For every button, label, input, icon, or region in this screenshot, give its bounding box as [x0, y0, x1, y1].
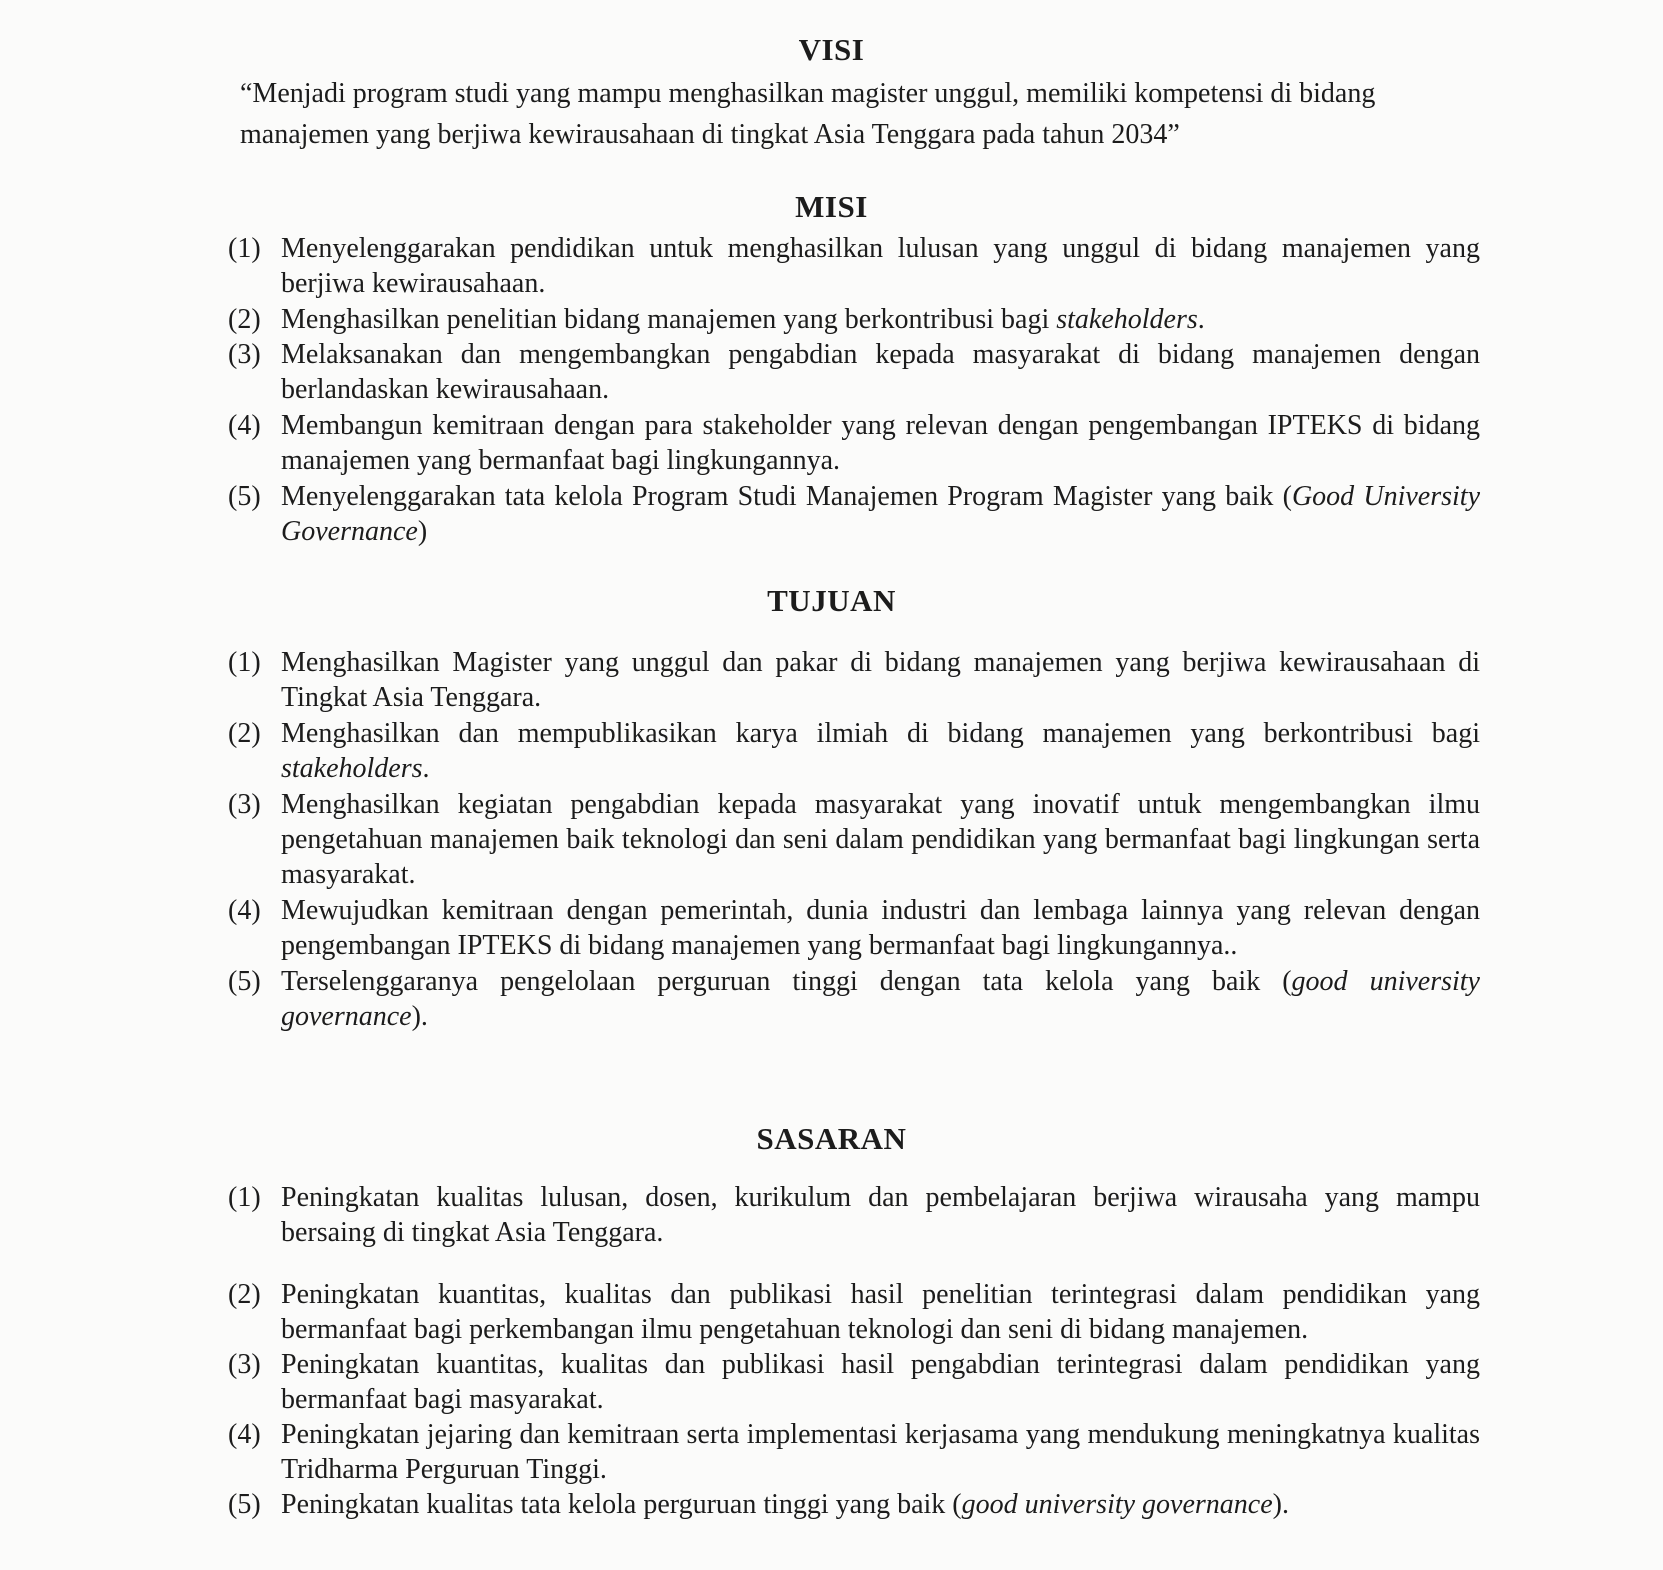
- list-number: (3): [228, 789, 261, 820]
- tujuan-item-4: [228, 893, 1480, 963]
- sasaran-item-3: [228, 1347, 1480, 1417]
- misi-item-text: Menyelenggarakan tata kelola Program Studi Manajemen Program Magister yang baik (: [281, 481, 1292, 512]
- misi-item-italic: Good University Governance: [281, 481, 1480, 547]
- sasaran-item-text: Peningkatan kuantitas, kualitas dan publikasi hasil pengabdian terintegrasi dalam pendidikan yang bermanfaat bagi masyarakat.: [281, 1349, 1480, 1415]
- list-number: (1): [228, 233, 261, 264]
- tujuan-item-text: Menghasilkan dan mempublikasikan karya ilmiah di bidang manajemen yang berkontribusi bagi: [281, 718, 1480, 749]
- sasaran-item-5: [228, 1487, 1480, 1522]
- list-number: (3): [228, 339, 261, 370]
- list-number: (5): [228, 1489, 261, 1520]
- misi-item-text: Membangun kemitraan dengan para stakeholder yang relevan dengan pengembangan IPTEKS di bidang manajemen yang bermanfaat bagi lingkungannya.: [281, 410, 1480, 476]
- misi-item-3: [228, 337, 1480, 407]
- visi-statement: “Menjadi program studi yang mampu menghasilkan magister unggul, memiliki kompetensi di bidang manajemen yang berjiwa kewirausahaan di tingkat Asia Tenggara pada tahun 2034”: [240, 78, 1376, 150]
- misi-item-italic: stakeholders: [1056, 304, 1198, 335]
- tujuan-item-3: [228, 787, 1480, 892]
- sasaran-item-text: Peningkatan kuantitas, kualitas dan publikasi hasil penelitian terintegrasi dalam pendidikan yang bermanfaat bagi perkembangan ilmu pengetahuan teknologi dan seni di bidang manajemen.: [281, 1279, 1480, 1345]
- sasaran-item-text-after: ).: [1272, 1489, 1289, 1520]
- misi-heading: MISI: [795, 189, 868, 224]
- visi-heading: VISI: [798, 32, 865, 67]
- misi-item-text: Menghasilkan penelitian bidang manajemen yang berkontribusi bagi: [281, 304, 1057, 335]
- tujuan-item-italic: stakeholders: [281, 753, 423, 784]
- tujuan-heading: TUJUAN: [767, 583, 896, 618]
- list-number: (5): [228, 966, 261, 997]
- tujuan-item-2: [228, 716, 1480, 786]
- sasaran-item-2: [228, 1277, 1480, 1347]
- sasaran-item-4: [228, 1417, 1480, 1487]
- list-number: (3): [228, 1349, 261, 1380]
- sasaran-item-1: [228, 1180, 1480, 1250]
- sasaran-item-text: Peningkatan kualitas tata kelola perguruan tinggi yang baik (: [281, 1489, 962, 1520]
- misi-item-text: Menyelenggarakan pendidikan untuk menghasilkan lulusan yang unggul di bidang manajemen yang berjiwa kewirausahaan.: [281, 233, 1480, 299]
- list-number: (2): [228, 304, 261, 335]
- list-number: (1): [228, 647, 261, 678]
- list-number: (4): [228, 895, 261, 926]
- sasaran-heading: SASARAN: [756, 1121, 907, 1156]
- misi-item-4: [228, 408, 1480, 478]
- sasaran-item-text: Peningkatan jejaring dan kemitraan serta implementasi kerjasama yang mendukung meningkatnya kualitas Tridharma Perguruan Tinggi.: [281, 1419, 1480, 1485]
- tujuan-item-text: Menghasilkan kegiatan pengabdian kepada masyarakat yang inovatif untuk mengembangkan ilmu pengetahuan manajemen baik teknologi dan seni dalam pendidikan yang bermanfaat bagi lingkungan serta masyarakat.: [281, 789, 1480, 890]
- tujuan-list: [228, 645, 1480, 1034]
- tujuan-item-text-after: .: [422, 753, 430, 784]
- tujuan-item-1: [228, 645, 1480, 715]
- tujuan-item-text-after: ).: [411, 1001, 428, 1032]
- list-number: (5): [228, 481, 261, 512]
- misi-item-text-after: ): [417, 516, 428, 547]
- list-number: (1): [228, 1182, 261, 1213]
- list-number: (4): [228, 410, 261, 441]
- list-number: (4): [228, 1419, 261, 1450]
- misi-item-5: [228, 479, 1480, 549]
- misi-item-2: [228, 302, 1480, 337]
- misi-item-1: [228, 231, 1480, 301]
- tujuan-item-5: [228, 964, 1480, 1034]
- misi-item-text: Melaksanakan dan mengembangkan pengabdian kepada masyarakat di bidang manajemen dengan berlandaskan kewirausahaan.: [281, 339, 1480, 405]
- misi-item-text-after: .: [1197, 304, 1205, 335]
- sasaran-item-text: Peningkatan kualitas lulusan, dosen, kurikulum dan pembelajaran berjiwa wirausaha yang mampu bersaing di tingkat Asia Tenggara.: [281, 1182, 1480, 1248]
- tujuan-item-text: Menghasilkan Magister yang unggul dan pakar di bidang manajemen yang berjiwa kewirausahaan di Tingkat Asia Tenggara.: [281, 647, 1480, 713]
- tujuan-item-italic: good university governance: [281, 966, 1480, 1032]
- misi-list: [228, 231, 1480, 549]
- tujuan-item-text: Terselenggaranya pengelolaan perguruan tinggi dengan tata kelola yang baik (: [281, 966, 1292, 997]
- sasaran-item-italic: good university governance: [961, 1489, 1273, 1520]
- list-number: (2): [228, 1279, 261, 1310]
- tujuan-item-text: Mewujudkan kemitraan dengan pemerintah, dunia industri dan lembaga lainnya yang relevan dengan pengembangan IPTEKS di bidang manajemen yang bermanfaat bagi lingkungannya..: [281, 895, 1480, 961]
- list-number: (2): [228, 718, 261, 749]
- sasaran-list: [228, 1180, 1480, 1522]
